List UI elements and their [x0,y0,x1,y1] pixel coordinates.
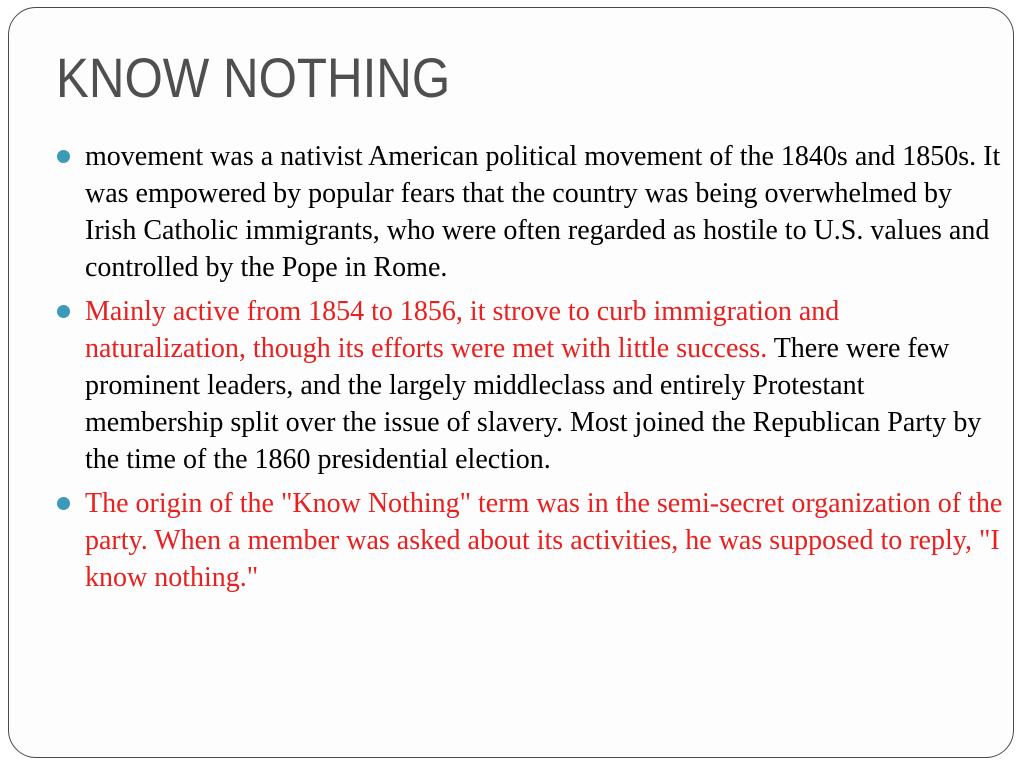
bullet-text: There were few prominent leaders, and the largely middleclass and entirely Protestant membership split over the issue of slavery. Most joined the Republican Party by the time of the 1860 presidential election. [85,333,982,475]
bullet-highlight-text: Mainly active from 1854 to 1856, it strove to curb immigration and naturalization, though its efforts were met with little success. [85,296,840,364]
bullet-dot-icon [57,305,70,318]
slide-frame [8,7,1014,758]
bullet-item [56,293,1006,478]
bullet-dot-icon [57,497,70,510]
bullet-text: movement was a nativist American political movement of the 1840s and 1850s. It was empowered by popular fears that the country was being overwhelmed by Irish Catholic immigrants, who were often regarded as hostile to U.S. values and controlled by the Pope in Rome. [85,141,1001,283]
bullet-list [56,138,1006,603]
slide-title: KNOW NOTHING [56,46,451,109]
bullet-item [56,485,1006,596]
bullet-dot-icon [57,150,70,163]
bullet-item [56,138,1006,286]
bullet-highlight-text: The origin of the "Know Nothing" term was in the semi-secret organization of the party. When a member was asked about its activities, he was supposed to reply, "I know nothing." [85,488,1003,593]
